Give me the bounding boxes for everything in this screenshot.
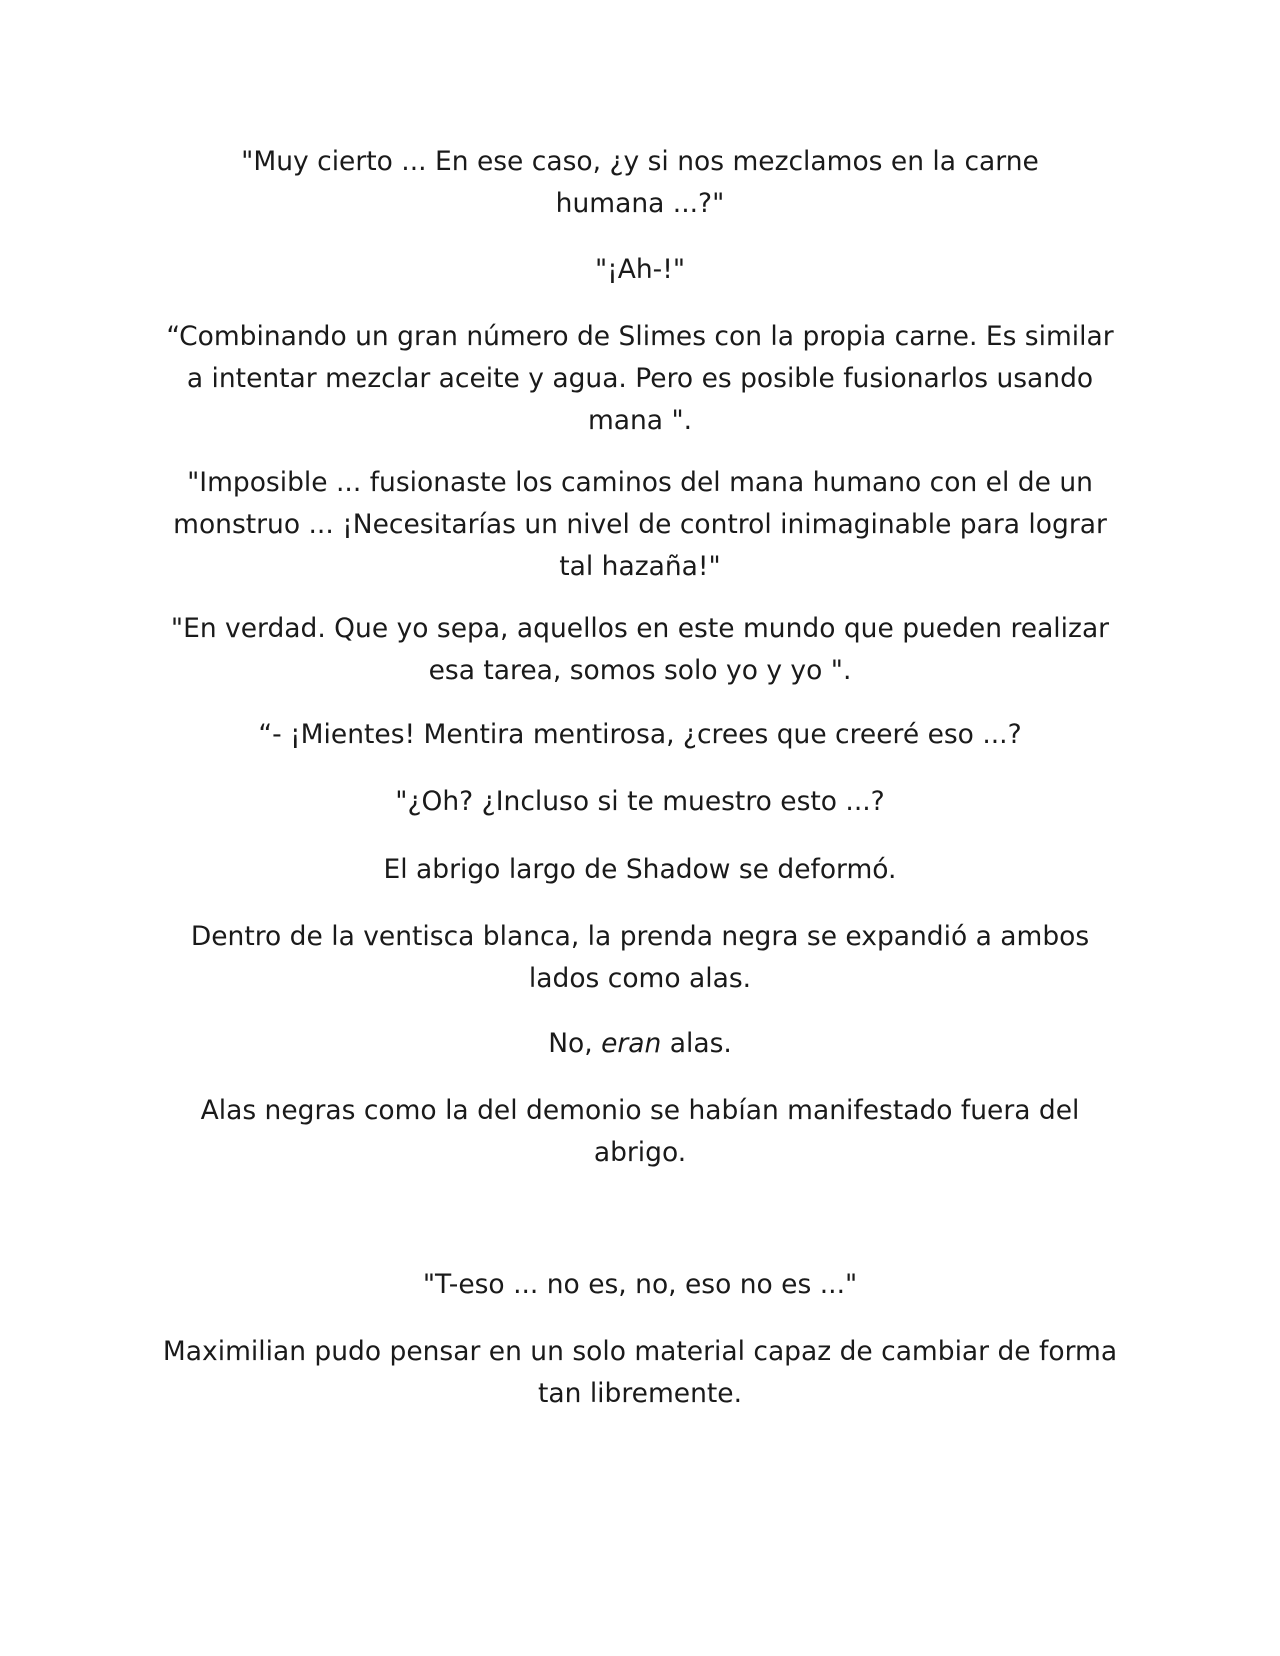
text-segment: No, xyxy=(548,1028,602,1059)
paragraph-2 xyxy=(160,249,1120,291)
text-line: Alas negras como la del demonio se habían manifestado fuera del xyxy=(200,1095,1080,1126)
paragraph-4 xyxy=(160,462,1120,588)
text-segment: alas. xyxy=(661,1028,732,1059)
paragraph-7 xyxy=(160,781,1120,823)
text-line: lados como alas. xyxy=(528,963,752,994)
paragraph-1 xyxy=(160,141,1120,225)
paragraph-8 xyxy=(160,849,1120,891)
text-line: "¡Ah-!" xyxy=(594,254,686,285)
paragraph-3 xyxy=(160,316,1120,442)
text-line: mana ". xyxy=(587,405,693,436)
paragraph-13 xyxy=(160,1331,1120,1415)
paragraph-6 xyxy=(160,714,1120,756)
text-line: Maximilian pudo pensar en un solo material capaz de cambiar de forma xyxy=(162,1336,1118,1367)
text-line: a intentar mezclar aceite y agua. Pero es posible fusionarlos usando xyxy=(186,363,1094,394)
text-line: esa tarea, somos solo yo y yo ". xyxy=(428,655,852,686)
paragraph-9 xyxy=(160,916,1120,1000)
paragraph-5 xyxy=(160,608,1120,692)
text-line: "T-eso ... no es, no, eso no es ..." xyxy=(422,1269,858,1300)
emphasized-word: eran xyxy=(601,1028,662,1059)
text-line: monstruo ... ¡Necesitarías un nivel de control inimaginable para lograr xyxy=(173,509,1107,540)
text-line: "Muy cierto ... En ese caso, ¿y si nos mezclamos en la carne xyxy=(241,146,1039,177)
text-line: El abrigo largo de Shadow se deformó. xyxy=(383,854,897,885)
text-line: “- ¡Mientes! Mentira mentirosa, ¿crees que creeré eso ...? xyxy=(258,719,1022,750)
text-line: "En verdad. Que yo sepa, aquellos en este mundo que pueden realizar xyxy=(170,613,1110,644)
text-line: “Combinando un gran número de Slimes con la propia carne. Es similar xyxy=(166,321,1114,352)
paragraph-10 xyxy=(160,1023,1120,1065)
text-line: abrigo. xyxy=(593,1137,687,1168)
text-line: humana ...?" xyxy=(555,188,725,219)
text-line: tal hazaña!" xyxy=(559,551,721,582)
text-line: Dentro de la ventisca blanca, la prenda negra se expandió a ambos xyxy=(190,921,1090,952)
text-line: tan libremente. xyxy=(537,1378,743,1409)
paragraph-12 xyxy=(160,1264,1120,1306)
text-line: "¿Oh? ¿Incluso si te muestro esto ...? xyxy=(395,786,885,817)
text-line: "Imposible ... fusionaste los caminos del mana humano con el de un xyxy=(187,467,1093,498)
paragraph-11 xyxy=(160,1090,1120,1174)
